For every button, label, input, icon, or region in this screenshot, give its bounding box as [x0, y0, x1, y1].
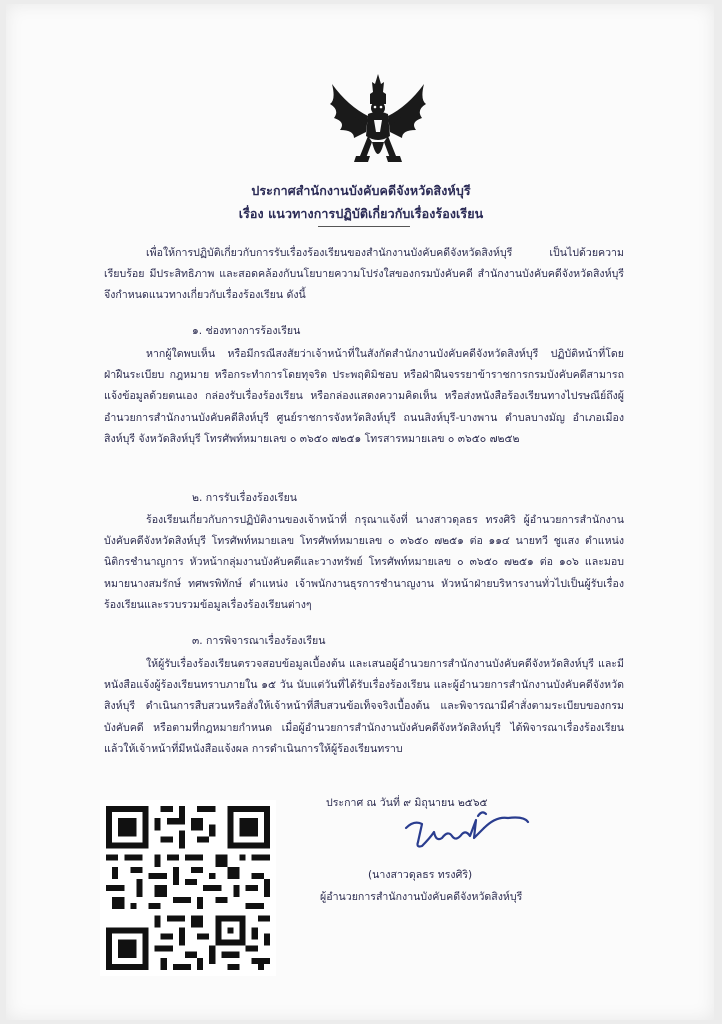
announcement-date: ประกาศ ณ วันที่ ๙ มิถุนายน ๒๕๖๕ — [326, 797, 488, 809]
section-heading-channels: ๑. ช่องทางการร้องเรียน — [192, 325, 301, 337]
section-body-consideration: ให้ผู้รับเรื่องร้องเรียนตรวจสอบข้อมูลเบื้องต้น และเสนอผู้อำนวยการสำนักงานบังคับคดีจังหวัดสิงห์บุรี และมีหนังสือแจ้งผู้ร้องเรียนทราบภายใน ๑๕ วัน นับแต่วันที่ได้รับเรื่องร้องเรียน และผู้อำนวยการสำนักงานบังคับคดีจังหวัดสิงห์บุรี ดำเนินการสืบสวนหรือสั่งให้เจ้าหน้าที่สืบสวนข้อเท็จจริงเบื้องต้น และพิจารณามีคำสั่งตามระเบียบของกรมบังคับคดี หรือตามที่กฎหมายกำหนด เมื่อผู้อำนวยการสำนักงานบังคับคดีจังหวัดสิงห์บุรี ได้พิจารณาเรื่องร้องเรียนแล้วให้เจ้าหน้าที่มีหนังสือแจ้งผล การดำเนินการให้ผู้ร้องเรียนทราบ — [104, 658, 624, 755]
announcement-subject: เรื่อง แนวทางการปฏิบัติเกี่ยวกับเรื่องร้องเรียน — [238, 206, 484, 221]
intro-paragraph: เพื่อให้การปฏิบัติเกี่ยวกับการรับเรื่องร้องเรียนของสำนักงานบังคับคดีจังหวัดสิงห์บุรี เป็นไปด้วยความเรียบร้อย มีประสิทธิภาพ และสอดคล้องกับนโยบายความโปร่งใสของกรมบังคับคดี สำนักงานบังคับคดีจังหวัดสิงห์บุรี จึงกำหนดแนวทางเกี่ยวกับเรื่องร้องเรียน ดังนี้ — [104, 247, 624, 302]
signatory-position: ผู้อำนวยการสำนักงานบังคับคดีจังหวัดสิงห์บุรี — [320, 891, 523, 903]
garuda-emblem-icon — [326, 70, 430, 174]
section-body-receiving: ร้องเรียนเกี่ยวกับการปฏิบัติงานของเจ้าหน้าที่ กรุณาแจ้งที่ นางสาวดุลธร ทรงศิริ ผู้อำนวยการสำนักงานบังคับคดีจังหวัดสิงห์บุรี โทรศัพท์หมายเลข โทรศัพท์หมายเลข ๐ ๓๖๕๐ ๗๒๕๑ ต่อ ๑๑๔ นายทวี ชูแสง ตำแหน่ง นิติกรชำนาญการ หัวหน้ากลุ่มงานบังคับคดีและวางทรัพย์ โทรศัพท์หมายเลข ๐ ๓๖๕๐ ๗๒๕๑ ต่อ ๑๐๖ และมอบหมายนางสมรักษ์ ทศพรพิทักษ์ ตำแหน่ง เจ้าพนักงานธุรการชำนาญงาน หัวหน้าฝ่ายบริหารงานทั่วไปเป็นผู้รับเรื่องร้องเรียนและรวบรวมข้อมูลเรื่องร้องเรียนต่างๆ — [104, 514, 624, 611]
handwritten-signature — [400, 808, 532, 856]
qr-code[interactable] — [100, 800, 276, 976]
title-divider — [318, 226, 410, 227]
section-heading-consideration: ๓. การพิจารณาเรื่องร้องเรียน — [192, 635, 326, 647]
section-heading-receiving: ๒. การรับเรื่องร้องเรียน — [192, 492, 298, 504]
announcement-title: ประกาศสำนักงานบังคับคดีจังหวัดสิงห์บุรี — [251, 183, 471, 198]
section-body-channels: หากผู้ใดพบเห็น หรือมีกรณีสงสัยว่าเจ้าหน้าที่ในสังกัดสำนักงานบังคับคดีจังหวัดสิงห์บุรี ปฏิบัติหน้าที่โดยฝ่าฝืนระเบียบ กฎหมาย หรือกระทำการโดยทุจริต ประพฤติมิชอบ หรือฝ่าฝืนจรรยาข้าราชการกรมบังคับคดีสามารถแจ้งข้อมูลด้วยตนเอง กล่องรับเรื่องร้องเรียน หรือกล่องแสดงความคิดเห็น หรือส่งหนังสือร้องเรียนทางไปรษณีย์ถึงผู้อำนวยการสำนักงานบังคับคดีสิงห์บุรี ศูนย์ราชการจังหวัดสิงห์บุรี ถนนสิงห์บุรี-บางพาน ตำบลบางมัญ อำเภอเมืองสิงห์บุรี จังหวัดสิงห์บุรี โทรศัพท์หมายเลข ๐ ๓๖๕๐ ๗๒๕๑ โทรสารหมายเลข ๐ ๓๖๕๐ ๗๒๕๒ — [104, 348, 624, 445]
signatory-name: (นางสาวดุลธร ทรงศิริ) — [368, 869, 473, 881]
